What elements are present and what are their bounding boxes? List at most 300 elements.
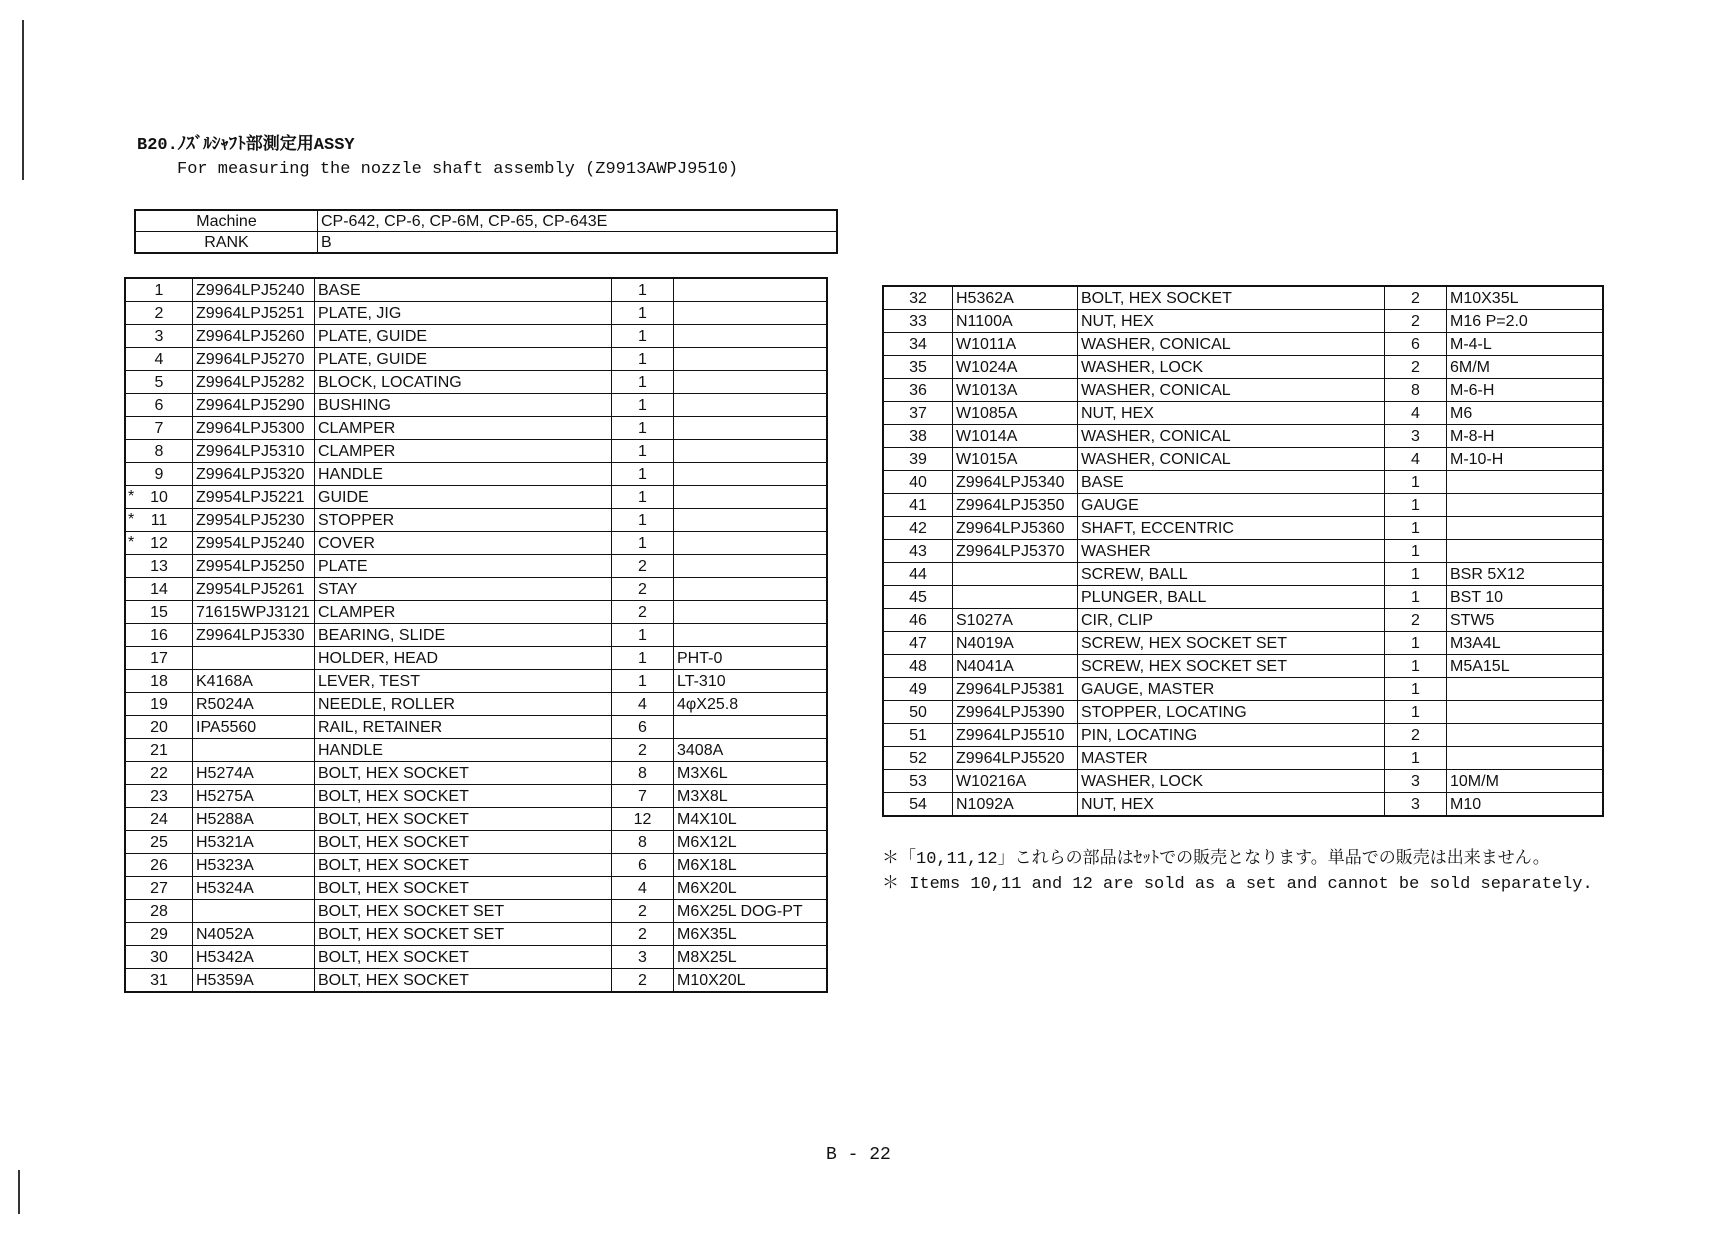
item-number-cell [125, 532, 193, 555]
table-row [125, 486, 827, 509]
part-number: W1011A [953, 333, 1078, 356]
quantity: 4 [1385, 448, 1447, 471]
part-number: Z9954LPJ5261 [193, 578, 315, 601]
part-number: N1100A [953, 310, 1078, 333]
quantity: 6 [1385, 333, 1447, 356]
quantity: 1 [1385, 540, 1447, 563]
table-row [883, 517, 1603, 540]
table-row [883, 655, 1603, 678]
item-number: 5 [154, 373, 164, 391]
item-number: 10 [150, 488, 168, 506]
part-number: N1092A [953, 793, 1078, 817]
table-row [883, 333, 1603, 356]
part-number: Z9954LPJ5230 [193, 509, 315, 532]
remark [674, 532, 828, 555]
item-number-cell [125, 624, 193, 647]
set-marker: * [128, 488, 135, 505]
quantity: 4 [1385, 402, 1447, 425]
item-number: 37 [909, 404, 927, 422]
item-number-cell [883, 655, 953, 678]
table-row [125, 278, 827, 302]
item-number: 11 [150, 511, 168, 529]
remark: M6X25L DOG-PT [674, 900, 828, 923]
quantity: 2 [1385, 609, 1447, 632]
item-number: 7 [154, 419, 164, 437]
item-number-cell [883, 563, 953, 586]
description: BOLT, HEX SOCKET [315, 785, 612, 808]
description: MASTER [1078, 747, 1385, 770]
table-row [125, 762, 827, 785]
remark [674, 325, 828, 348]
remark [1447, 747, 1604, 770]
part-number: W1015A [953, 448, 1078, 471]
item-number-cell [125, 739, 193, 762]
remark: M6X18L [674, 854, 828, 877]
part-number: N4041A [953, 655, 1078, 678]
table-row [883, 701, 1603, 724]
table-row [125, 371, 827, 394]
description: BOLT, HEX SOCKET SET [315, 900, 612, 923]
item-number-cell [883, 517, 953, 540]
remark: M3X8L [674, 785, 828, 808]
part-number: N4052A [193, 923, 315, 946]
part-number [193, 739, 315, 762]
quantity: 2 [612, 578, 674, 601]
item-number: 15 [150, 603, 168, 621]
description: STAY [315, 578, 612, 601]
part-number [193, 900, 315, 923]
item-number-cell [883, 540, 953, 563]
item-number-cell [125, 463, 193, 486]
item-number-cell [125, 670, 193, 693]
description: WASHER, CONICAL [1078, 448, 1385, 471]
item-number: 52 [909, 749, 927, 767]
description: CLAMPER [315, 601, 612, 624]
item-number: 13 [150, 557, 168, 575]
machine-value: CP-642, CP-6, CP-6M, CP-65, CP-643E [318, 210, 838, 232]
quantity: 1 [1385, 632, 1447, 655]
description: BOLT, HEX SOCKET [315, 808, 612, 831]
part-number: N4019A [953, 632, 1078, 655]
remark [674, 509, 828, 532]
quantity: 6 [612, 716, 674, 739]
part-number: Z9964LPJ5330 [193, 624, 315, 647]
item-number: 38 [909, 427, 927, 445]
item-number-cell [883, 632, 953, 655]
note-japanese: ＊「10,11,12」これらの部品はｾｯﾄでの販売となります。単品での販売は出来ません。 [882, 850, 1550, 869]
remark: M3X6L [674, 762, 828, 785]
part-number: H5323A [193, 854, 315, 877]
part-number: H5362A [953, 286, 1078, 310]
description: WASHER, CONICAL [1078, 379, 1385, 402]
item-number: 36 [909, 381, 927, 399]
machine-label: Machine [135, 210, 318, 232]
quantity: 2 [1385, 356, 1447, 379]
quantity: 1 [1385, 517, 1447, 540]
item-number-cell [883, 425, 953, 448]
item-number-cell [883, 747, 953, 770]
remark: STW5 [1447, 609, 1604, 632]
description: HANDLE [315, 463, 612, 486]
remark: M6X20L [674, 877, 828, 900]
table-row [125, 900, 827, 923]
remark: 4φX25.8 [674, 693, 828, 716]
table-row [883, 678, 1603, 701]
description: RAIL, RETAINER [315, 716, 612, 739]
description: SCREW, HEX SOCKET SET [1078, 655, 1385, 678]
parts-table-left-body [125, 278, 827, 992]
remark: M-6-H [1447, 379, 1604, 402]
remark [1447, 540, 1604, 563]
quantity: 1 [612, 463, 674, 486]
remark: M4X10L [674, 808, 828, 831]
item-number-cell [125, 785, 193, 808]
item-number: 30 [150, 948, 168, 966]
part-number: S1027A [953, 609, 1078, 632]
item-number-cell [883, 402, 953, 425]
table-row [883, 632, 1603, 655]
table-row [883, 310, 1603, 333]
quantity: 2 [612, 969, 674, 993]
part-number: H5324A [193, 877, 315, 900]
item-number-cell [125, 647, 193, 670]
quantity: 1 [1385, 563, 1447, 586]
remark: PHT-0 [674, 647, 828, 670]
part-number: Z9964LPJ5340 [953, 471, 1078, 494]
table-row [883, 586, 1603, 609]
description: BUSHING [315, 394, 612, 417]
part-number: Z9964LPJ5381 [953, 678, 1078, 701]
item-number-cell [125, 601, 193, 624]
remark [674, 394, 828, 417]
quantity: 1 [612, 278, 674, 302]
quantity: 1 [1385, 494, 1447, 517]
item-number: 39 [909, 450, 927, 468]
part-number: W10216A [953, 770, 1078, 793]
remark: LT-310 [674, 670, 828, 693]
item-number: 25 [150, 833, 168, 851]
table-row [883, 286, 1603, 310]
table-row [883, 770, 1603, 793]
remark [674, 348, 828, 371]
part-number: K4168A [193, 670, 315, 693]
parts-table-right [882, 285, 1604, 817]
quantity: 3 [1385, 425, 1447, 448]
quantity: 4 [612, 693, 674, 716]
table-row [125, 693, 827, 716]
remark: M10X35L [1447, 286, 1604, 310]
machine-table [134, 209, 838, 254]
description: BLOCK, LOCATING [315, 371, 612, 394]
description: LEVER, TEST [315, 670, 612, 693]
quantity: 12 [612, 808, 674, 831]
description: PIN, LOCATING [1078, 724, 1385, 747]
remark: M3A4L [1447, 632, 1604, 655]
item-number-cell [125, 578, 193, 601]
item-number: 12 [150, 534, 168, 552]
item-number-cell [125, 900, 193, 923]
item-number: 45 [909, 588, 927, 606]
note-english: ＊ Items 10,11 and 12 are sold as a set and cannot be sold separately. [882, 875, 1593, 894]
quantity: 2 [612, 601, 674, 624]
quantity: 2 [612, 739, 674, 762]
description: PLATE, GUIDE [315, 325, 612, 348]
remark: M16 P=2.0 [1447, 310, 1604, 333]
part-number: Z9964LPJ5251 [193, 302, 315, 325]
item-number: 40 [909, 473, 927, 491]
part-number: W1013A [953, 379, 1078, 402]
remark [674, 440, 828, 463]
remark [674, 716, 828, 739]
table-row [125, 969, 827, 993]
part-number: Z9964LPJ5520 [953, 747, 1078, 770]
remark [1447, 471, 1604, 494]
table-row [125, 831, 827, 854]
part-number: Z9964LPJ5270 [193, 348, 315, 371]
remark: BST 10 [1447, 586, 1604, 609]
description: PLUNGER, BALL [1078, 586, 1385, 609]
table-row [125, 578, 827, 601]
quantity: 1 [612, 532, 674, 555]
item-number-cell [125, 325, 193, 348]
table-row [125, 394, 827, 417]
remark [1447, 494, 1604, 517]
remark: 6M/M [1447, 356, 1604, 379]
description: PLATE, GUIDE [315, 348, 612, 371]
part-number: Z9954LPJ5250 [193, 555, 315, 578]
item-number: 2 [154, 304, 164, 322]
item-number: 29 [150, 925, 168, 943]
item-number: 20 [150, 718, 168, 736]
item-number-cell [125, 302, 193, 325]
item-number: 33 [909, 312, 927, 330]
part-number: Z9964LPJ5320 [193, 463, 315, 486]
item-number-cell [883, 724, 953, 747]
quantity: 1 [612, 670, 674, 693]
part-number: H5359A [193, 969, 315, 993]
description: NEEDLE, ROLLER [315, 693, 612, 716]
item-number: 28 [150, 902, 168, 920]
remark: M5A15L [1447, 655, 1604, 678]
part-number: 71615WPJ3121 [193, 601, 315, 624]
description: SHAFT, ECCENTRIC [1078, 517, 1385, 540]
table-row [883, 540, 1603, 563]
quantity: 8 [1385, 379, 1447, 402]
quantity: 7 [612, 785, 674, 808]
remark: M8X25L [674, 946, 828, 969]
description: STOPPER, LOCATING [1078, 701, 1385, 724]
remark [674, 302, 828, 325]
part-number: Z9964LPJ5300 [193, 417, 315, 440]
quantity: 1 [612, 440, 674, 463]
remark: M6 [1447, 402, 1604, 425]
description: BEARING, SLIDE [315, 624, 612, 647]
quantity: 1 [612, 624, 674, 647]
remark: M10X20L [674, 969, 828, 993]
description: WASHER, LOCK [1078, 356, 1385, 379]
quantity: 2 [612, 923, 674, 946]
table-row [125, 647, 827, 670]
description: SCREW, HEX SOCKET SET [1078, 632, 1385, 655]
item-number: 9 [154, 465, 164, 483]
item-number-cell [125, 946, 193, 969]
item-number-cell [125, 716, 193, 739]
part-number: H5321A [193, 831, 315, 854]
description: HANDLE [315, 739, 612, 762]
part-number: W1085A [953, 402, 1078, 425]
item-number-cell [883, 310, 953, 333]
remark: M10 [1447, 793, 1604, 817]
table-row [883, 494, 1603, 517]
note-block [882, 847, 1593, 897]
table-row [125, 946, 827, 969]
item-number-cell [125, 854, 193, 877]
part-number: W1014A [953, 425, 1078, 448]
item-number-cell [125, 808, 193, 831]
title-block [137, 134, 738, 182]
rank-label: RANK [135, 232, 318, 254]
item-number: 47 [909, 634, 927, 652]
item-number-cell [883, 494, 953, 517]
part-number: Z9964LPJ5510 [953, 724, 1078, 747]
description: WASHER [1078, 540, 1385, 563]
quantity: 8 [612, 831, 674, 854]
quantity: 1 [612, 509, 674, 532]
item-number: 49 [909, 680, 927, 698]
table-row [125, 302, 827, 325]
remark [674, 578, 828, 601]
item-number: 48 [909, 657, 927, 675]
table-row [883, 793, 1603, 817]
description: BOLT, HEX SOCKET [1078, 286, 1385, 310]
item-number: 32 [909, 289, 927, 307]
item-number: 8 [154, 442, 164, 460]
item-number-cell [125, 762, 193, 785]
item-number-cell [125, 923, 193, 946]
item-number: 43 [909, 542, 927, 560]
description: PLATE [315, 555, 612, 578]
item-number: 44 [909, 565, 927, 583]
quantity: 6 [612, 854, 674, 877]
quantity: 1 [612, 325, 674, 348]
description: SCREW, BALL [1078, 563, 1385, 586]
part-number: R5024A [193, 693, 315, 716]
description: HOLDER, HEAD [315, 647, 612, 670]
section-title: B20.ﾉｽﾞﾙｼｬﾌﾄ部測定用ASSY [137, 136, 355, 155]
description: CLAMPER [315, 440, 612, 463]
item-number: 3 [154, 327, 164, 345]
item-number-cell [883, 356, 953, 379]
part-number: Z9964LPJ5370 [953, 540, 1078, 563]
table-row [883, 356, 1603, 379]
quantity: 1 [1385, 678, 1447, 701]
item-number: 27 [150, 879, 168, 897]
item-number-cell [125, 394, 193, 417]
item-number: 35 [909, 358, 927, 376]
remark [674, 555, 828, 578]
table-row [125, 601, 827, 624]
remark [1447, 724, 1604, 747]
description: GAUGE [1078, 494, 1385, 517]
remark: M-4-L [1447, 333, 1604, 356]
quantity: 1 [612, 371, 674, 394]
description: BASE [315, 278, 612, 302]
table-row [883, 563, 1603, 586]
remark: M-8-H [1447, 425, 1604, 448]
remark [674, 371, 828, 394]
table-row [883, 425, 1603, 448]
item-number-cell [883, 471, 953, 494]
quantity: 1 [1385, 655, 1447, 678]
item-number: 41 [909, 496, 927, 514]
quantity: 3 [612, 946, 674, 969]
item-number-cell [883, 448, 953, 471]
table-row [883, 609, 1603, 632]
item-number: 17 [150, 649, 168, 667]
remark: M-10-H [1447, 448, 1604, 471]
table-row [125, 624, 827, 647]
remark: BSR 5X12 [1447, 563, 1604, 586]
description: NUT, HEX [1078, 310, 1385, 333]
description: BOLT, HEX SOCKET [315, 877, 612, 900]
description: NUT, HEX [1078, 402, 1385, 425]
part-number [953, 586, 1078, 609]
part-number [953, 563, 1078, 586]
item-number: 50 [909, 703, 927, 721]
part-number: Z9964LPJ5260 [193, 325, 315, 348]
quantity: 1 [612, 417, 674, 440]
remark: M6X35L [674, 923, 828, 946]
description: BOLT, HEX SOCKET [315, 831, 612, 854]
item-number: 31 [150, 971, 168, 989]
description: CLAMPER [315, 417, 612, 440]
page-number: B - 22 [826, 1145, 891, 1165]
part-number: Z9964LPJ5282 [193, 371, 315, 394]
item-number-cell [125, 877, 193, 900]
remark [1447, 517, 1604, 540]
part-number: H5288A [193, 808, 315, 831]
table-row [125, 808, 827, 831]
quantity: 8 [612, 762, 674, 785]
item-number: 34 [909, 335, 927, 353]
part-number: Z9964LPJ5360 [953, 517, 1078, 540]
set-marker: * [128, 534, 135, 551]
description: NUT, HEX [1078, 793, 1385, 817]
scan-edge-mark-top [22, 20, 24, 180]
remark: 10M/M [1447, 770, 1604, 793]
table-row [883, 402, 1603, 425]
table-row [883, 379, 1603, 402]
part-number: Z9964LPJ5310 [193, 440, 315, 463]
table-row [883, 747, 1603, 770]
table-row [125, 877, 827, 900]
remark [1447, 678, 1604, 701]
remark [674, 624, 828, 647]
table-row [125, 854, 827, 877]
quantity: 1 [612, 486, 674, 509]
remark: 3408A [674, 739, 828, 762]
part-number: Z9954LPJ5240 [193, 532, 315, 555]
table-row [883, 724, 1603, 747]
description: WASHER, CONICAL [1078, 425, 1385, 448]
remark [1447, 701, 1604, 724]
part-number: Z9964LPJ5290 [193, 394, 315, 417]
remark: M6X12L [674, 831, 828, 854]
part-number: H5274A [193, 762, 315, 785]
quantity: 1 [612, 394, 674, 417]
set-marker: * [128, 511, 135, 528]
description: BOLT, HEX SOCKET SET [315, 923, 612, 946]
